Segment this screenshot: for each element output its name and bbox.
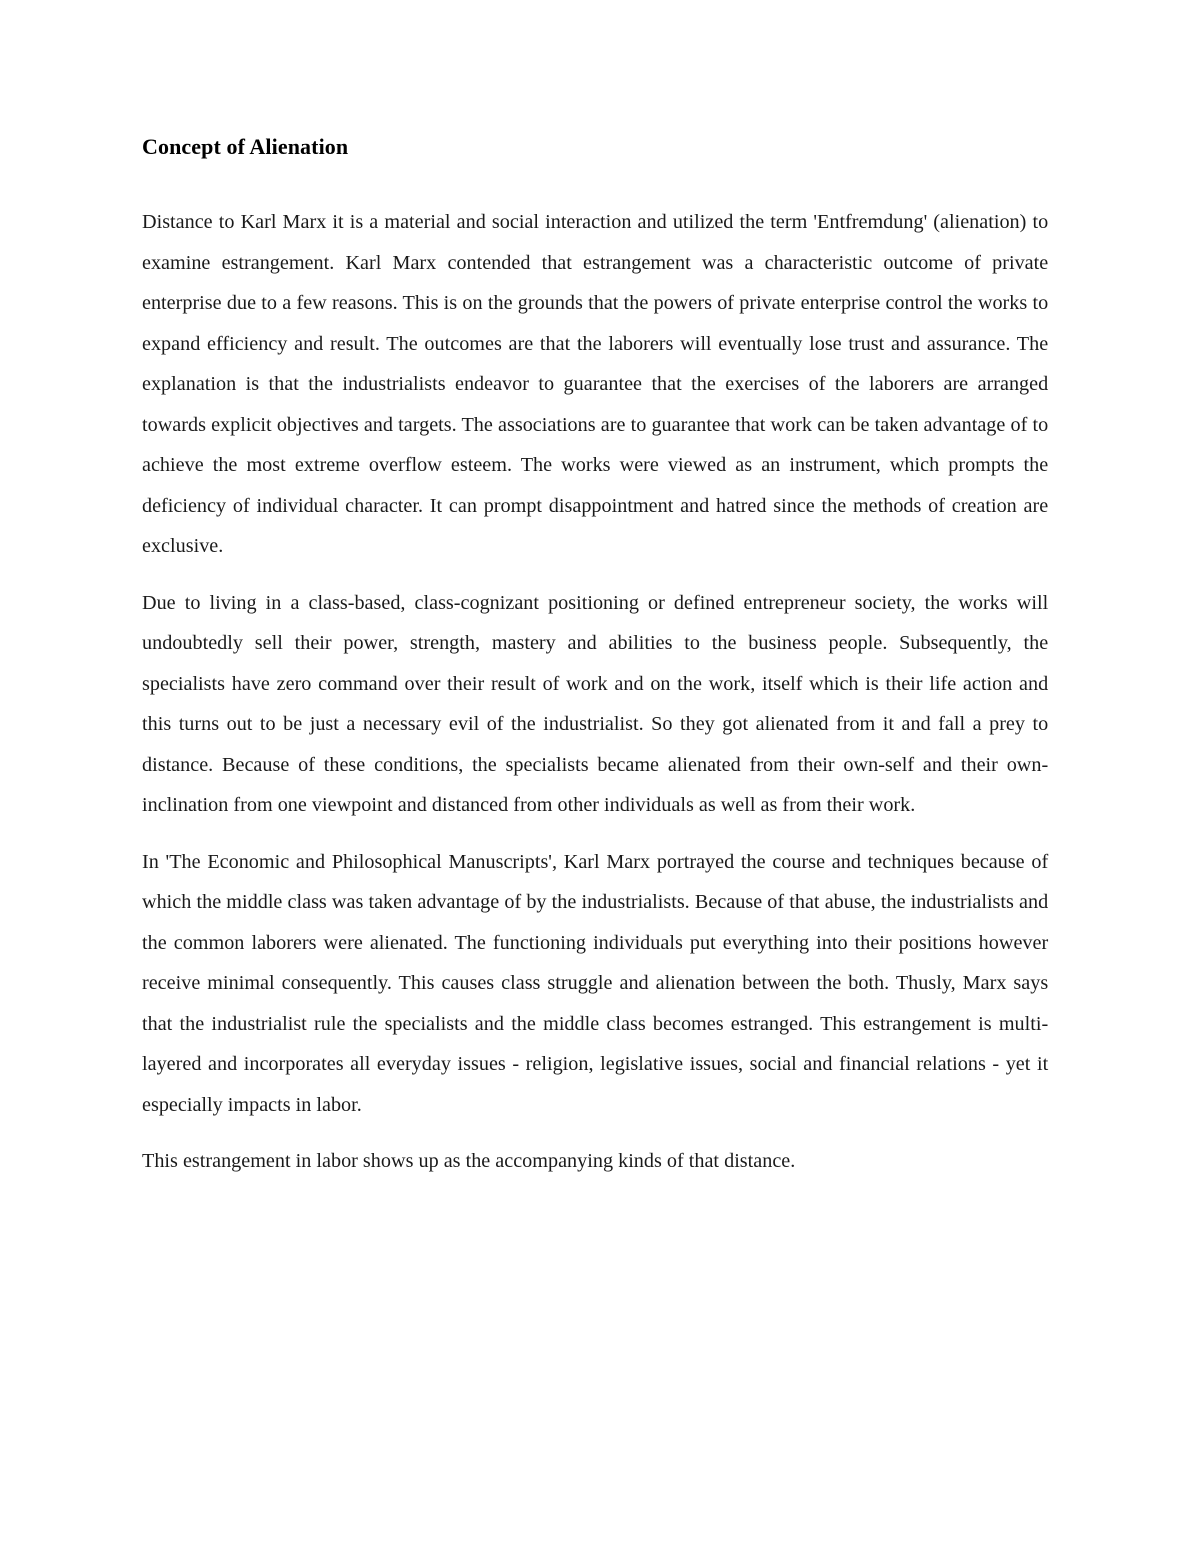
paragraph-3: In 'The Economic and Philosophical Manuscripts', Karl Marx portrayed the course and techniques because of which the middle class was taken advantage of by the industrialists. Because of that abuse, the industrialists and the common laborers were alienated. The functioning individuals put everything into their positions however receive minimal consequently. This causes class struggle and alienation between the both. Thusly, Marx says that the industrialist rule the specialists and the middle class becomes estranged. This estrangement is multi-layered and incorporates all everyday issues - religion, legislative issues, social and financial relations - yet it especially impacts in labor. bbox=[142, 850, 1049, 1116]
paragraph-2: Due to living in a class-based, class-cognizant positioning or defined entrepreneur society, the works will undoubtedly sell their power, strength, mastery and abilities to the business people. Subsequently, the specialists have zero command over their result of work and on the work, itself which is their life action and this turns out to be just a necessary evil of the industrialist. So they got alienated from it and fall a prey to distance. Because of these conditions, the specialists became alienated from their own-self and their own-inclination from one viewpoint and distanced from other individuals as well as from their work. bbox=[142, 591, 1049, 816]
document-body bbox=[142, 132, 1062, 1182]
paragraph-1: Distance to Karl Marx it is a material and social interaction and utilized the term 'Entfremdung' (alienation) to examine estrangement. Karl Marx contended that estrangement was a characteristic outcome of private enterprise due to a few reasons. This is on the grounds that the powers of private enterprise control the works to expand efficiency and result. The outcomes are that the laborers will eventually lose trust and assurance. The explanation is that the industrialists endeavor to guarantee that the exercises of the laborers are arranged towards explicit objectives and targets. The associations are to guarantee that work can be taken advantage of to achieve the most extreme overflow esteem. The works were viewed as an instrument, which prompts the deficiency of individual character. It can prompt disappointment and hatred since the methods of creation are exclusive. bbox=[142, 211, 1049, 557]
page-title: Concept of Alienation bbox=[142, 134, 349, 159]
paragraph-4: This estrangement in labor shows up as the accompanying kinds of that distance. bbox=[142, 1150, 796, 1172]
